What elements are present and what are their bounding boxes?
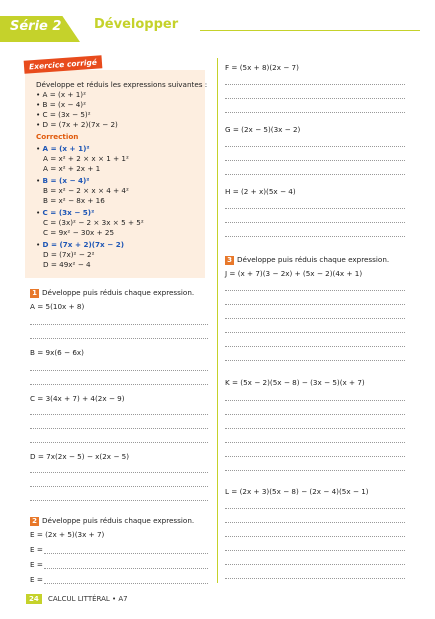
corr-b1: • B = (x − 4)² [36, 176, 90, 185]
corr-a2: A = x² + 2 × x × 1 + 1² [43, 154, 129, 163]
e-label: E = [30, 545, 43, 554]
expr-b: • B = (x − 4)² [36, 100, 86, 109]
answer-line[interactable] [225, 536, 405, 537]
ex1-item-a: A = 5(10x + 8) [30, 302, 85, 311]
right-item-f: F = (5x + 8)(2x − 7) [225, 63, 299, 72]
corr-c1: • C = (3x − 5)² [36, 208, 95, 217]
ex1-item-c: C = 3(4x + 7) + 4(2x − 9) [30, 394, 125, 403]
corr-c3: C = 9x² − 30x + 25 [43, 228, 115, 237]
corr-c2: C = (3x)² − 2 × 3x × 5 + 5² [43, 218, 144, 227]
correction-label: Correction [36, 132, 79, 141]
answer-line[interactable] [225, 442, 405, 443]
right-item-g: G = (2x − 5)(3x − 2) [225, 125, 301, 134]
corr-a1: • A = (x + 1)² [36, 144, 90, 153]
corr-d3: D = 49x² − 4 [43, 260, 91, 269]
ex3-heading: 3 Développe puis réduis chaque expression. [225, 255, 389, 265]
answer-line[interactable] [30, 442, 208, 443]
answer-line[interactable] [30, 370, 208, 371]
expr-a: • A = (x + 1)² [36, 90, 86, 99]
answer-line[interactable] [225, 84, 405, 85]
serie-label: Série 2 [10, 19, 62, 34]
answer-line[interactable] [44, 553, 208, 554]
footer-text: CALCUL LITTÉRAL • A7 [48, 595, 128, 603]
answer-line[interactable] [225, 508, 405, 509]
ex1-item-b: B = 9x(6 − 6x) [30, 348, 84, 357]
answer-line[interactable] [30, 428, 208, 429]
column-divider [217, 58, 218, 583]
answer-line[interactable] [30, 384, 208, 385]
right-item-l: L = (2x + 3)(5x − 8) − (2x − 4)(5x − 1) [225, 487, 369, 496]
answer-line[interactable] [225, 564, 405, 565]
e-label: E = [30, 575, 43, 584]
answer-line[interactable] [225, 318, 405, 319]
ex1-item-d: D = 7x(2x − 5) − x(2x − 5) [30, 452, 129, 461]
answer-line[interactable] [225, 98, 405, 99]
answer-line[interactable] [30, 338, 208, 339]
answer-line[interactable] [30, 500, 208, 501]
answer-line[interactable] [225, 304, 405, 305]
answer-line[interactable] [225, 160, 405, 161]
ex2-item-e: E = (2x + 5)(3x + 7) [30, 530, 105, 539]
answer-line[interactable] [30, 486, 208, 487]
right-item-j: J = (x + 7)(3 − 2x) + (5x − 2)(4x + 1) [225, 269, 363, 278]
answer-line[interactable] [225, 550, 405, 551]
e-label: E = [30, 560, 43, 569]
answer-line[interactable] [225, 112, 405, 113]
corr-b2: B = x² − 2 × x × 4 + 4² [43, 186, 129, 195]
worked-example-tag: Exercice corrigé [24, 55, 103, 73]
ex1-heading: 1 Développe puis réduis chaque expression. [30, 288, 194, 298]
answer-line[interactable] [225, 456, 405, 457]
answer-line[interactable] [30, 324, 208, 325]
expr-c: • C = (3x − 5)² [36, 110, 91, 119]
page-title: Développer [94, 17, 179, 32]
corr-a3: A = x² + 2x + 1 [43, 164, 101, 173]
answer-line[interactable] [225, 290, 405, 291]
answer-line[interactable] [225, 522, 405, 523]
answer-line[interactable] [225, 428, 405, 429]
answer-line[interactable] [225, 332, 405, 333]
page-number: 24 [26, 594, 42, 604]
answer-line[interactable] [225, 400, 405, 401]
corr-d1: • D = (7x + 2)(7x − 2) [36, 240, 124, 249]
answer-line[interactable] [225, 578, 405, 579]
answer-line[interactable] [225, 346, 405, 347]
right-item-h: H = (2 + x)(5x − 4) [225, 187, 296, 196]
answer-line[interactable] [225, 146, 405, 147]
corr-b3: B = x² − 8x + 16 [43, 196, 105, 205]
expr-d: • D = (7x + 2)(7x − 2) [36, 120, 118, 129]
answer-line[interactable] [30, 414, 208, 415]
answer-line[interactable] [225, 236, 405, 237]
answer-line[interactable] [225, 414, 405, 415]
corr-d2: D = (7x)² − 2² [43, 250, 95, 259]
answer-line[interactable] [30, 472, 208, 473]
box-instruction: Développe et réduis les expressions suivantes : [36, 80, 208, 89]
answer-line[interactable] [225, 208, 405, 209]
answer-line[interactable] [225, 174, 405, 175]
answer-line[interactable] [44, 568, 208, 569]
right-item-k: K = (5x − 2)(5x − 8) − (3x − 5)(x + 7) [225, 378, 365, 387]
answer-line[interactable] [225, 470, 405, 471]
ex2-heading: 2 Développe puis réduis chaque expression. [30, 516, 194, 526]
answer-line[interactable] [225, 360, 405, 361]
title-rule [200, 30, 420, 31]
answer-line[interactable] [44, 583, 208, 584]
answer-line[interactable] [225, 222, 405, 223]
